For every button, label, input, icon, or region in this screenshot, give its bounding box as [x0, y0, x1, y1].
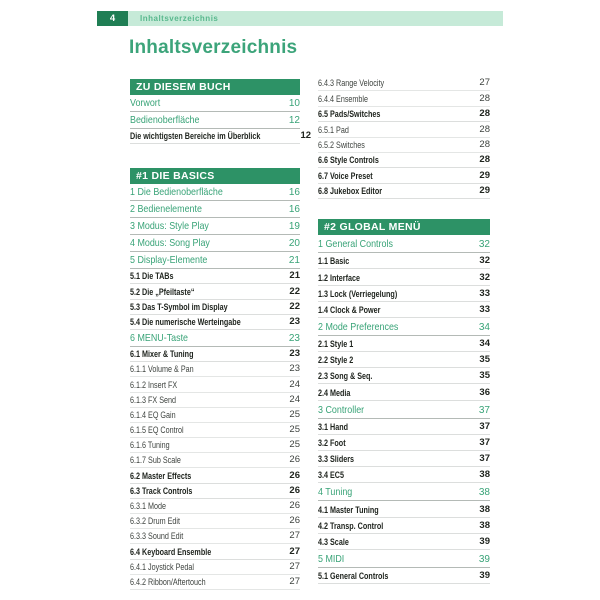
toc-entry-label: 3 Modus: Style Play: [130, 220, 209, 233]
toc-entry: [130, 330, 300, 347]
toc-entry-page: 37: [479, 437, 490, 448]
section-header: #1 DIE BASICS: [130, 168, 300, 184]
toc-entry-label: 2.4 Media: [318, 387, 351, 398]
toc-entry-label: 1.2 Interface: [318, 272, 361, 283]
toc-entry-page: 28: [479, 123, 490, 135]
toc-entry-label: 5.1 General Controls: [318, 571, 389, 582]
toc-entry-page: 32: [479, 255, 490, 267]
toc-entry-label: 6.4.2 Ribbon/Aftertouch: [130, 576, 206, 587]
toc-entry-label: 5.2 Die „Pfeiltaste“: [130, 286, 195, 297]
toc-entry-page: 23: [288, 332, 300, 344]
toc-entry-label: 5 MIDI: [318, 552, 345, 565]
toc-entry-page: 35: [479, 354, 490, 366]
toc-entry-label: 6.5.2 Switches: [318, 139, 365, 150]
toc-entry: [130, 377, 300, 392]
toc-entry-page: 38: [479, 519, 490, 531]
toc-entry-label: 6.8 Jukebox Editor: [318, 186, 383, 197]
toc-entry-page: 39: [479, 535, 490, 547]
toc-entry-page: 32: [479, 271, 490, 283]
toc-entry: [130, 218, 300, 235]
toc-entry-page: 38: [478, 487, 490, 499]
toc-entry-page: 28: [479, 108, 490, 120]
toc-entry: [130, 423, 300, 438]
toc-entry-label: 3.2 Foot: [318, 438, 346, 448]
toc-entry: [130, 201, 300, 218]
toc-entry: [130, 544, 300, 559]
toc-entry-page: 32: [478, 239, 490, 251]
toc-entry-label: 3 Controller: [318, 403, 365, 416]
toc-entry: [130, 529, 300, 544]
toc-entry: [318, 302, 490, 318]
toc-entry-label: 3.4 EC5: [318, 470, 345, 481]
toc-entry-label: 4 Tuning: [318, 486, 353, 499]
toc-entry: [130, 252, 300, 269]
toc-entry-page: 12: [288, 115, 300, 126]
toc-entry-page: 35: [479, 370, 490, 382]
toc-entry-page: 38: [479, 469, 490, 481]
toc-entry-page: 38: [479, 503, 490, 515]
toc-entry-label: 6.4 Keyboard Ensemble: [130, 546, 212, 557]
toc-section: [130, 79, 312, 144]
toc-entry-label: 5.3 Das T-Symbol im Display: [130, 301, 228, 312]
toc-entry-label: 6.3.1 Mode: [130, 501, 167, 511]
toc-entry: [318, 550, 490, 568]
toc-entry-label: 6.2 Master Effects: [130, 470, 192, 481]
toc-entry-label: 6.3.2 Drum Edit: [130, 516, 181, 527]
toc-entry: [130, 514, 300, 529]
toc-entry-page: 27: [289, 545, 300, 557]
toc-section: [318, 76, 490, 199]
toc-entry-page: 26: [289, 515, 300, 527]
toc-entry-label: 6.6 Style Controls: [318, 155, 379, 166]
toc-entry: [318, 76, 490, 91]
toc-entry: [318, 534, 490, 550]
toc-entry: [318, 235, 490, 253]
toc-entry: [318, 352, 490, 368]
toc-entry: [130, 184, 300, 201]
toc-entry-label: 1.4 Clock & Power: [318, 304, 381, 315]
toc-entry: [318, 401, 490, 419]
toc-entry-label: 2 Bedienelemente: [130, 203, 202, 216]
toc-entry: [130, 575, 300, 590]
toc-entry-label: 6.3.3 Sound Edit: [130, 531, 184, 542]
toc-entry-label: 6.1 Mixer & Tuning: [130, 349, 194, 360]
toc-entry: [130, 453, 300, 468]
toc-entry: [318, 384, 490, 400]
toc-entry-page: 37: [479, 453, 490, 465]
toc-entry-label: 1.3 Lock (Verriegelung): [318, 288, 398, 299]
toc-entry: [318, 269, 490, 285]
section-header: #2 GLOBAL MENÜ: [318, 219, 490, 235]
toc-entry: [130, 484, 300, 499]
toc-entry-page: 24: [289, 393, 300, 405]
toc-entry: [130, 112, 300, 129]
toc-entry: [318, 501, 490, 517]
toc-entry-label: Die wichtigsten Bereiche im Überblick: [130, 131, 261, 142]
toc-entry-page: 39: [479, 570, 490, 582]
toc-entry: [130, 300, 300, 315]
toc-entry-label: 6.4.1 Joystick Pedal: [130, 561, 195, 572]
toc-entry-page: 29: [479, 169, 490, 181]
toc-entry: [130, 393, 300, 408]
toc-entry: [130, 347, 300, 362]
toc-entry-page: 26: [289, 484, 300, 496]
toc-entry-label: 6.5 Pads/Switches: [318, 109, 381, 120]
toc-entry-page: 26: [289, 500, 300, 511]
toc-entry-label: 6.1.2 Insert FX: [130, 379, 178, 390]
section-header: ZU DIESEM BUCH: [130, 79, 300, 95]
toc-entry: [130, 408, 300, 423]
toc-entry-label: 6.1.1 Volume & Pan: [130, 364, 194, 375]
toc-entry-label: 6.4.3 Range Velocity: [318, 78, 385, 89]
toc-entry: [318, 568, 490, 584]
toc-entry-page: 27: [289, 530, 300, 542]
toc-entry-page: 19: [288, 221, 300, 233]
toc-entry-label: 4.1 Master Tuning: [318, 504, 379, 515]
toc-entry-page: 23: [289, 348, 300, 360]
toc-entry-page: 22: [289, 285, 300, 297]
toc-entry-page: 34: [479, 338, 490, 350]
toc-entry-label: 6.1.4 EQ Gain: [130, 409, 176, 420]
toc-entry-page: 21: [289, 270, 300, 282]
toc-entry-page: 25: [289, 408, 300, 420]
toc-entry-label: Vorwort: [130, 97, 161, 109]
toc-entry-page: 16: [288, 187, 300, 199]
page-title: Inhaltsverzeichnis: [129, 37, 298, 58]
toc-entry-page: 28: [479, 138, 490, 150]
toc-entry-label: Bedienoberfläche: [130, 114, 200, 126]
toc-entry-label: 4 Modus: Song Play: [130, 237, 210, 250]
toc-entry-page: 22: [289, 300, 300, 312]
toc-entry: [318, 122, 490, 137]
toc-entry: [318, 336, 490, 352]
toc-entry-page: 12: [300, 130, 312, 142]
toc-entry-label: 6.1.3 FX Send: [130, 394, 177, 405]
toc-entry-label: 5.1 Die TABs: [130, 271, 174, 282]
toc-entry: [318, 153, 490, 168]
toc-entry-label: 6.4.4 Ensemble: [318, 93, 369, 104]
toc-entry-page: 26: [289, 454, 300, 466]
toc-entry-label: 1 General Controls: [318, 238, 393, 251]
toc-entry: [318, 483, 490, 501]
toc-entry-label: 1 Die Bedienoberfläche: [130, 186, 223, 199]
toc-entry-page: 37: [479, 420, 490, 432]
toc-entry-label: 6.3 Track Controls: [130, 485, 193, 496]
toc-column-left: [130, 79, 312, 590]
toc-entry-page: 10: [288, 98, 300, 109]
toc-entry-page: 27: [479, 77, 490, 89]
toc-entry: [318, 168, 490, 183]
toc-entry: [130, 315, 300, 330]
toc-entry-page: 33: [479, 303, 490, 315]
toc-entry-page: 26: [289, 469, 300, 481]
toc-entry-label: 1.1 Basic: [318, 256, 350, 267]
toc-section: [130, 168, 300, 590]
toc-entry-page: 28: [479, 92, 490, 104]
page-number: 4: [109, 13, 116, 24]
toc-entry: [318, 253, 490, 269]
running-header-label: Inhaltsverzeichnis: [140, 14, 219, 23]
toc-entry-page: 16: [288, 204, 300, 216]
toc-entry-page: 23: [289, 363, 300, 375]
toc-entry: [130, 269, 300, 284]
toc-entry: [318, 419, 490, 435]
toc-entry-label: 6.5.1 Pad: [318, 124, 349, 135]
toc-entry: [318, 435, 490, 451]
toc-entry-page: 33: [479, 287, 490, 299]
toc-entry: [130, 129, 312, 144]
toc-entry-label: 2.2 Style 2: [318, 355, 354, 366]
toc-section: [318, 219, 490, 584]
toc-entry: [130, 438, 300, 453]
toc-entry-label: 5.4 Die numerische Werteingabe: [130, 316, 241, 327]
toc-entry-page: 29: [479, 185, 490, 197]
toc-entry-label: 6.7 Voice Preset: [318, 170, 373, 181]
toc-entry: [130, 499, 300, 514]
toc-entry-page: 24: [289, 378, 300, 390]
toc-entry: [318, 286, 490, 302]
toc-entry: [318, 318, 490, 336]
toc-entry-page: 36: [479, 386, 490, 398]
toc-entry: [130, 284, 300, 299]
toc-entry-label: 6.1.5 EQ Control: [130, 425, 184, 436]
toc-entry-page: 25: [289, 439, 300, 451]
toc-entry: [318, 138, 490, 153]
toc-entry-page: 27: [289, 575, 300, 587]
toc-entry: [318, 184, 490, 199]
toc-entry: [318, 107, 490, 122]
toc-entry-label: 6.1.7 Sub Scale: [130, 455, 181, 466]
toc-entry: [130, 468, 300, 483]
toc-entry-page: 23: [289, 315, 300, 327]
toc-entry-label: 6 MENU-Taste: [130, 331, 189, 344]
toc-entry-page: 25: [289, 424, 300, 436]
toc-entry-label: 2.1 Style 1: [318, 339, 354, 350]
toc-entry: [318, 91, 490, 106]
toc-entry-page: 27: [289, 560, 300, 572]
toc-entry: [130, 235, 300, 252]
toc-entry: [318, 467, 490, 483]
toc-entry-page: 28: [479, 154, 490, 166]
page-number-box: [97, 11, 128, 26]
toc-entry: [318, 368, 490, 384]
running-header-bar: [128, 11, 503, 26]
toc-entry: [318, 518, 490, 534]
toc-entry-page: 21: [288, 255, 300, 267]
toc-entry-label: 3.1 Hand: [318, 421, 349, 432]
toc-entry-page: 37: [478, 404, 490, 416]
toc-entry-page: 20: [288, 238, 300, 250]
toc-entry-page: 34: [478, 321, 490, 333]
toc-entry-label: 2.3 Song & Seq.: [318, 371, 373, 382]
toc-entry-label: 3.3 Sliders: [318, 454, 355, 465]
toc-entry: [318, 451, 490, 467]
toc-column-right: [318, 76, 490, 584]
toc-entry-label: 4.2 Transp. Control: [318, 520, 384, 531]
toc-entry-label: 2 Mode Preferences: [318, 320, 399, 333]
toc-entry-label: 4.3 Scale: [318, 536, 349, 547]
toc-entry: [130, 362, 300, 377]
toc-entry: [130, 560, 300, 575]
toc-entry-label: 6.1.6 Tuning: [130, 440, 170, 451]
toc-entry-label: 5 Display-Elemente: [130, 254, 208, 267]
toc-entry-page: 39: [478, 553, 490, 565]
toc-entry: [130, 95, 300, 112]
